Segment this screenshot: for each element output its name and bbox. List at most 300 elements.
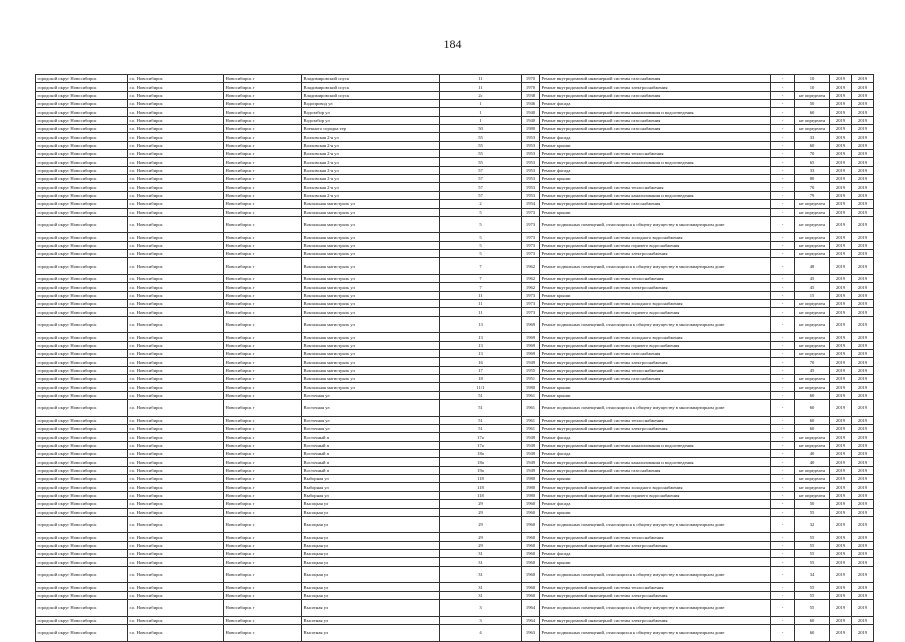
cell-year: 1960 [522,541,540,549]
cell-year: 1953 [522,166,540,174]
cell-house: 55 [440,141,522,149]
cell-street: Вокзальная магистраль ул [302,375,440,383]
cell-municipality: г.о. Новосибирск [128,416,224,424]
cell-municipality: г.о. Новосибирск [128,116,224,124]
cell-plan_start: 2019 [830,108,852,116]
cell-year: 1969 [522,316,540,333]
cell-district: городской округ Новосибирск [36,125,128,133]
cell-house: 16 [440,358,522,366]
cell-settlement: Новосибирск г [224,108,302,116]
cell-district: городской округ Новосибирск [36,166,128,174]
cell-district: городской округ Новосибирск [36,333,128,341]
cell-amount: не определен [795,383,830,391]
table-row [36,83,874,91]
table-row [36,616,874,624]
cell-work: Ремонт внутридомовой инженерной системы электроснабжения [540,83,771,91]
cell-settlement: Новосибирск г [224,300,302,308]
cell-district: городской округ Новосибирск [36,141,128,149]
table-row [36,341,874,349]
cell-municipality: г.о. Новосибирск [128,400,224,417]
table-row [36,141,874,149]
cell-year: 1949 [522,358,540,366]
cell-plan_start: 2019 [830,216,852,233]
cell-amount: не определен [795,250,830,258]
cell-unit: - [771,558,795,566]
cell-unit: - [771,125,795,133]
cell-district: городской округ Новосибирск [36,100,128,108]
cell-district: городской округ Новосибирск [36,600,128,617]
cell-plan_end: 2019 [852,391,874,399]
cell-house: 31 [440,566,522,583]
cell-year: 1961 [522,400,540,417]
cell-district: городской округ Новосибирск [36,133,128,141]
cell-year: 1961 [522,416,540,424]
table-row [36,591,874,599]
cell-settlement: Новосибирск г [224,208,302,216]
cell-plan_end: 2019 [852,300,874,308]
cell-plan_start: 2019 [830,475,852,483]
cell-municipality: г.о. Новосибирск [128,491,224,499]
cell-amount: не определен [795,208,830,216]
table-row [36,316,874,333]
cell-amount: не определен [795,433,830,441]
cell-plan_end: 2019 [852,100,874,108]
cell-amount: не определен [795,441,830,449]
cell-district: городской округ Новосибирск [36,275,128,283]
cell-plan_start: 2019 [830,125,852,133]
cell-settlement: Новосибирск г [224,150,302,158]
cell-district: городской округ Новосибирск [36,625,128,642]
table-row [36,366,874,374]
cell-work: Ремонт фасада [540,433,771,441]
cell-street: Выборная ул [302,491,440,499]
cell-year: 1953 [522,191,540,199]
cell-street: Вокзальная магистраль ул [302,216,440,233]
cell-house: 31 [440,558,522,566]
cell-street: Волховская 2-я ул [302,166,440,174]
cell-settlement: Новосибирск г [224,416,302,424]
cell-plan_end: 2019 [852,333,874,341]
cell-settlement: Новосибирск г [224,600,302,617]
cell-amount: 60 [795,400,830,417]
cell-year: 1949 [522,458,540,466]
cell-plan_start: 2019 [830,83,852,91]
cell-house: 11 [440,300,522,308]
table-row [36,108,874,116]
cell-street: Восточный п [302,458,440,466]
cell-street: Водозабор ул [302,108,440,116]
cell-plan_end: 2019 [852,541,874,549]
cell-unit: - [771,541,795,549]
cell-district: городской округ Новосибирск [36,216,128,233]
cell-house: 18а [440,450,522,458]
cell-municipality: г.о. Новосибирск [128,541,224,549]
cell-plan_end: 2019 [852,208,874,216]
cell-municipality: г.о. Новосибирск [128,208,224,216]
cell-street: Высоцкая ул [302,558,440,566]
table-row [36,533,874,541]
cell-plan_end: 2019 [852,616,874,624]
cell-year: 1960 [522,500,540,508]
table-row [36,508,874,516]
cell-amount: 45 [795,275,830,283]
cell-district: городской округ Новосибирск [36,191,128,199]
cell-unit: - [771,625,795,642]
cell-amount: 50 [795,100,830,108]
table-row [36,350,874,358]
cell-amount: 10 [795,75,830,83]
cell-plan_start: 2019 [830,383,852,391]
cell-year: 1969 [522,333,540,341]
table-row [36,541,874,549]
cell-street: Вокзальная магистраль ул [302,250,440,258]
cell-street: Высоцкая ул [302,583,440,591]
cell-unit: - [771,550,795,558]
cell-unit: - [771,516,795,533]
cell-settlement: Новосибирск г [224,141,302,149]
cell-amount: 60 [795,416,830,424]
cell-plan_start: 2019 [830,283,852,291]
cell-work: Ремонт подвальных помещений, относящихся к общему имуществу в многоквартирном доме [540,625,771,642]
cell-municipality: г.о. Новосибирск [128,391,224,399]
cell-municipality: г.о. Новосибирск [128,333,224,341]
cell-municipality: г.о. Новосибирск [128,375,224,383]
cell-street: Водопровод ул [302,100,440,108]
cell-year: 1949 [522,441,540,449]
cell-district: городской округ Новосибирск [36,491,128,499]
cell-house: 18 [440,375,522,383]
cell-house: 57 [440,166,522,174]
cell-house: 29 [440,500,522,508]
cell-unit: - [771,566,795,583]
cell-house: 5 [440,233,522,241]
cell-plan_end: 2019 [852,108,874,116]
cell-municipality: г.о. Новосибирск [128,200,224,208]
cell-house: 31 [440,583,522,591]
cell-house: 2 [440,200,522,208]
cell-settlement: Новосибирск г [224,333,302,341]
cell-year: 1980 [522,125,540,133]
cell-work: Ремонт внутридомовой инженерной системы электроснабжения [540,541,771,549]
cell-unit: - [771,166,795,174]
cell-street: Высотная ул [302,625,440,642]
cell-plan_end: 2019 [852,241,874,249]
cell-municipality: г.о. Новосибирск [128,591,224,599]
cell-settlement: Новосибирск г [224,250,302,258]
cell-municipality: г.о. Новосибирск [128,433,224,441]
cell-year: 1973 [522,241,540,249]
cell-unit: - [771,141,795,149]
cell-amount: не определен [795,200,830,208]
cell-work: Ремонт внутридомовой инженерной системы холодного водоснабжения [540,483,771,491]
cell-plan_start: 2019 [830,150,852,158]
cell-amount: 40 [795,450,830,458]
cell-street: Высоцкая ул [302,508,440,516]
table-row [36,308,874,316]
cell-plan_start: 2019 [830,275,852,283]
cell-work: Ремонт крыши [540,475,771,483]
cell-house: 1 [440,108,522,116]
cell-year: 1954 [522,200,540,208]
cell-district: городской округ Новосибирск [36,516,128,533]
cell-plan_start: 2019 [830,450,852,458]
cell-unit: - [771,291,795,299]
cell-plan_start: 2019 [830,466,852,474]
cell-amount: 55 [795,591,830,599]
cell-street: Военного городка тер [302,125,440,133]
cell-municipality: г.о. Новосибирск [128,91,224,99]
cell-settlement: Новосибирск г [224,450,302,458]
cell-unit: - [771,466,795,474]
cell-plan_end: 2019 [852,383,874,391]
cell-municipality: г.о. Новосибирск [128,558,224,566]
cell-work: Ремонт внутридомовой инженерной системы канализования и водоотведения [540,108,771,116]
cell-street: Вокзальная магистраль ул [302,241,440,249]
cell-unit: - [771,283,795,291]
cell-amount: не определен [795,125,830,133]
cell-unit: - [771,391,795,399]
cell-district: городской округ Новосибирск [36,566,128,583]
cell-work: Ремонт подвальных помещений, относящихся к общему имуществу в многоквартирном доме [540,600,771,617]
cell-street: Волховская 2-я ул [302,141,440,149]
cell-house: 18а [440,458,522,466]
cell-unit: - [771,425,795,433]
cell-settlement: Новосибирск г [224,316,302,333]
cell-municipality: г.о. Новосибирск [128,475,224,483]
cell-municipality: г.о. Новосибирск [128,458,224,466]
cell-house: 1 [440,100,522,108]
cell-unit: - [771,133,795,141]
cell-amount: не определен [795,341,830,349]
cell-municipality: г.о. Новосибирск [128,258,224,275]
cell-plan_start: 2019 [830,375,852,383]
cell-house: 31 [440,550,522,558]
cell-plan_start: 2019 [830,341,852,349]
cell-plan_start: 2019 [830,183,852,191]
cell-unit: - [771,183,795,191]
cell-district: городской округ Новосибирск [36,450,128,458]
cell-house: 51 [440,400,522,417]
cell-district: городской округ Новосибирск [36,316,128,333]
cell-plan_start: 2019 [830,500,852,508]
cell-plan_end: 2019 [852,433,874,441]
table-row [36,516,874,533]
cell-year: 1949 [522,433,540,441]
cell-work: Ремонт внутридомовой инженерной системы канализования и водоотведения [540,191,771,199]
cell-district: городской округ Новосибирск [36,175,128,183]
cell-amount: 50 [795,500,830,508]
cell-unit: - [771,475,795,483]
cell-work: Ремонт внутридомовой инженерной системы теплоснабжения [540,150,771,158]
cell-municipality: г.о. Новосибирск [128,566,224,583]
table-row [36,441,874,449]
cell-settlement: Новосибирск г [224,516,302,533]
cell-work: Ремонт внутридомовой инженерной системы горячего водоснабжения [540,341,771,349]
cell-unit: - [771,600,795,617]
cell-municipality: г.о. Новосибирск [128,600,224,617]
table-row [36,283,874,291]
cell-street: Водозабор ул [302,116,440,124]
cell-amount: 79 [795,191,830,199]
cell-plan_start: 2019 [830,533,852,541]
cell-house: 11 [440,75,522,83]
cell-settlement: Новосибирск г [224,391,302,399]
cell-street: Высоцкая ул [302,541,440,549]
cell-house: 118 [440,475,522,483]
cell-unit: - [771,366,795,374]
cell-plan_end: 2019 [852,283,874,291]
cell-unit: - [771,491,795,499]
cell-house: 55 [440,150,522,158]
cell-work: Ремонт внутридомовой инженерной системы теплоснабжения [540,275,771,283]
cell-amount: не определен [795,300,830,308]
cell-plan_start: 2019 [830,258,852,275]
cell-district: городской округ Новосибирск [36,300,128,308]
cell-district: городской округ Новосибирск [36,308,128,316]
cell-amount: 55 [795,558,830,566]
cell-amount: 70 [795,358,830,366]
cell-work: Ремонт крыши [540,175,771,183]
cell-work: Ремонт подвальных помещений, относящихся к общему имуществу в многоквартирном доме [540,400,771,417]
cell-district: городской округ Новосибирск [36,241,128,249]
cell-unit: - [771,83,795,91]
cell-municipality: г.о. Новосибирск [128,141,224,149]
cell-settlement: Новосибирск г [224,258,302,275]
cell-amount: 60 [795,625,830,642]
cell-plan_end: 2019 [852,141,874,149]
cell-year: 1951 [522,375,540,383]
cell-municipality: г.о. Новосибирск [128,100,224,108]
cell-work: Ремонт внутридомовой инженерной системы теплоснабжения [540,583,771,591]
cell-year: 1938 [522,91,540,99]
cell-district: городской округ Новосибирск [36,75,128,83]
cell-work: Ремонт фасада [540,100,771,108]
cell-municipality: г.о. Новосибирск [128,341,224,349]
cell-work: Ремонт внутридомовой инженерной системы газоснабжения [540,91,771,99]
cell-plan_start: 2019 [830,208,852,216]
cell-settlement: Новосибирск г [224,133,302,141]
cell-unit: - [771,433,795,441]
cell-unit: - [771,158,795,166]
cell-work: Ремонт внутридомовой инженерной системы газоснабжения [540,350,771,358]
cell-unit: - [771,508,795,516]
cell-amount: не определен [795,475,830,483]
cell-municipality: г.о. Новосибирск [128,483,224,491]
cell-district: городской округ Новосибирск [36,208,128,216]
cell-municipality: г.о. Новосибирск [128,425,224,433]
cell-work: Ремонт внутридомовой инженерной системы теплоснабжения [540,416,771,424]
cell-settlement: Новосибирск г [224,241,302,249]
cell-work: Ремонт внутридомовой инженерной системы электроснабжения [540,591,771,599]
cell-street: Вокзальная магистраль ул [302,300,440,308]
cell-plan_end: 2019 [852,150,874,158]
table-row [36,300,874,308]
cell-plan_start: 2019 [830,591,852,599]
table-row [36,600,874,617]
cell-district: городской округ Новосибирск [36,391,128,399]
cell-plan_end: 2019 [852,375,874,383]
cell-plan_start: 2019 [830,433,852,441]
cell-plan_end: 2019 [852,233,874,241]
cell-unit: - [771,100,795,108]
cell-settlement: Новосибирск г [224,583,302,591]
cell-settlement: Новосибирск г [224,216,302,233]
cell-settlement: Новосибирск г [224,625,302,642]
cell-year: 1963 [522,625,540,642]
cell-amount: не определен [795,466,830,474]
cell-amount: 80 [795,175,830,183]
cell-settlement: Новосибирск г [224,200,302,208]
cell-plan_start: 2019 [830,291,852,299]
cell-work: Ремонт внутридомовой инженерной системы теплоснабжения [540,366,771,374]
cell-amount: 40 [795,458,830,466]
cell-plan_end: 2019 [852,583,874,591]
cell-house: 55 [440,158,522,166]
cell-amount: 33 [795,166,830,174]
cell-amount: 55 [795,533,830,541]
cell-house: 7 [440,283,522,291]
cell-street: Вокзальная магистраль ул [302,333,440,341]
cell-amount: 70 [795,150,830,158]
cell-street: Волховская 2-я ул [302,158,440,166]
cell-plan_end: 2019 [852,83,874,91]
cell-settlement: Новосибирск г [224,158,302,166]
cell-year: 1949 [522,450,540,458]
cell-plan_end: 2019 [852,250,874,258]
cell-plan_end: 2019 [852,491,874,499]
cell-house: 7 [440,275,522,283]
cell-settlement: Новосибирск г [224,275,302,283]
cell-amount: не определен [795,316,830,333]
cell-plan_start: 2019 [830,250,852,258]
cell-municipality: г.о. Новосибирск [128,550,224,558]
cell-district: городской округ Новосибирск [36,233,128,241]
cell-street: Восточный п [302,466,440,474]
cell-settlement: Новосибирск г [224,366,302,374]
cell-plan_end: 2019 [852,133,874,141]
cell-municipality: г.о. Новосибирск [128,108,224,116]
cell-amount: 60 [795,425,830,433]
cell-district: городской округ Новосибирск [36,83,128,91]
cell-year: 1940 [522,116,540,124]
cell-municipality: г.о. Новосибирск [128,366,224,374]
table-row [36,291,874,299]
cell-district: городской округ Новосибирск [36,150,128,158]
cell-settlement: Новосибирск г [224,508,302,516]
table-row [36,233,874,241]
cell-plan_start: 2019 [830,491,852,499]
table-row [36,491,874,499]
cell-house: 17а [440,433,522,441]
cell-street: Вокзальная магистраль ул [302,233,440,241]
cell-settlement: Новосибирск г [224,75,302,83]
cell-plan_start: 2019 [830,158,852,166]
cell-settlement: Новосибирск г [224,358,302,366]
cell-year: 1980 [522,475,540,483]
cell-amount: 60 [795,108,830,116]
cell-settlement: Новосибирск г [224,341,302,349]
cell-year: 1973 [522,300,540,308]
cell-street: Восточный п [302,450,440,458]
cell-plan_start: 2019 [830,558,852,566]
table-row [36,250,874,258]
cell-house: 17 [440,366,522,374]
cell-work: Ремонт внутридомовой инженерной системы канализования и водоотведения [540,441,771,449]
cell-municipality: г.о. Новосибирск [128,83,224,91]
cell-plan_end: 2019 [852,591,874,599]
cell-district: городской округ Новосибирск [36,416,128,424]
cell-amount: не определен [795,216,830,233]
